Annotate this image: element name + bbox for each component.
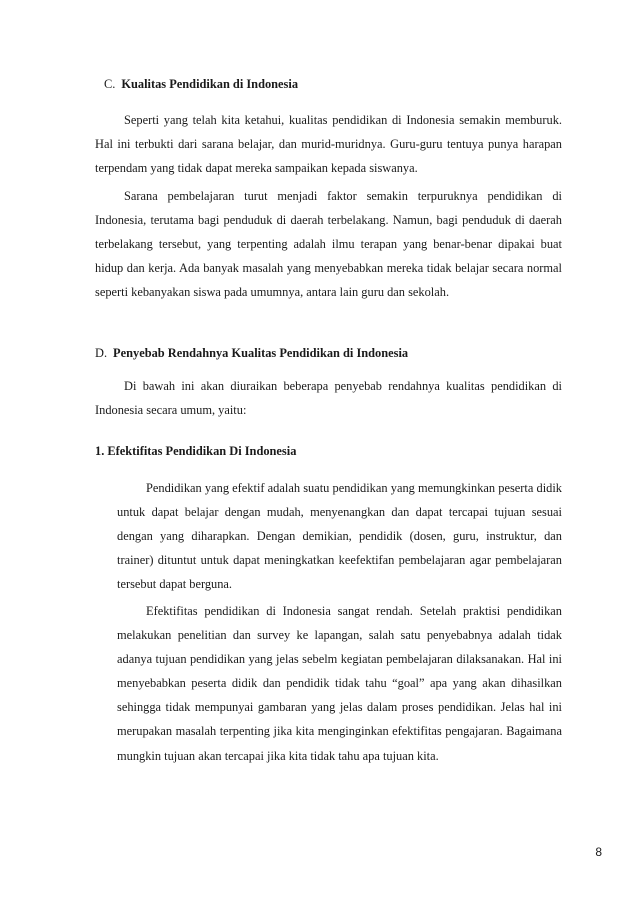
section-c-marker: C.	[104, 77, 116, 91]
paragraph: Pendidikan yang efektif adalah suatu pendidikan yang memungkinkan peserta didik untuk dapat belajar dengan mudah, menyenangkan dan dapat tercapai tujuan sesuai dengan yang diharapkan. Dengan demikian, pendidik (dosen, guru, instruktur, dan trainer) dituntut untuk dapat meningkatkan keefektifan pembelajaran agar pembelajaran tersebut dapat berguna.	[117, 481, 562, 592]
paragraph: Di bawah ini akan diuraikan beberapa penyebab rendahnya kualitas pendidikan di Indonesia secara umum, yaitu:	[95, 379, 562, 418]
paragraph: Seperti yang telah kita ketahui, kualitas pendidikan di Indonesia semakin memburuk. Hal ini terbukti dari sarana belajar, dan murid-muridnya. Guru-guru tentuya punya harapan terpendam yang tidak dapat mereka sampaikan kepada siswanya.	[95, 113, 562, 176]
subsection-1-title: 1. Efektifitas Pendidikan Di Indonesia	[95, 444, 297, 458]
section-c-title: Kualitas Pendidikan di Indonesia	[121, 77, 299, 91]
paragraph: Sarana pembelajaran turut menjadi faktor semakin terpuruknya pendidikan di Indonesia, terutama bagi penduduk di daerah terbelakang. Namun, bagi penduduk di daerah terbelakang tersebut, yang terpenting adalah ilmu terapan yang benar-benar dipakai buat hidup dan kerja. Ada banyak masalah yang menyebabkan mereka tidak belajar secara normal seperti kebanyakan siswa pada umumnya, antara lain guru dan sekolah.	[95, 189, 562, 300]
section-c-heading	[104, 76, 298, 92]
subsection-1-heading	[95, 443, 296, 459]
page-number: 8	[595, 845, 602, 859]
section-d-title: Penyebab Rendahnya Kualitas Pendidikan di Indonesia	[113, 346, 409, 360]
section-d-marker: D.	[95, 346, 108, 360]
section-d-heading	[95, 345, 408, 361]
paragraph: Efektifitas pendidikan di Indonesia sangat rendah. Setelah praktisi pendidikan melakukan penelitian dan survey ke lapangan, salah satu penyebabnya adalah tidak adanya tujuan pendidikan yang jelas sebelm kegiatan pembelajaran dilaksanakan. Hal ini menyebabkan peserta didik dan pendidik tidak tahu “goal” apa yang akan dihasilkan sehingga tidak mempunyai gambaran yang jelas dalam proses pendidikan. Jelas hal ini merupakan masalah terpenting jika kita menginginkan efektifitas pengajaran. Bagaimana mungkin tujuan akan tercapai jika kita tidak tahu apa tujuan kita.	[117, 604, 562, 763]
